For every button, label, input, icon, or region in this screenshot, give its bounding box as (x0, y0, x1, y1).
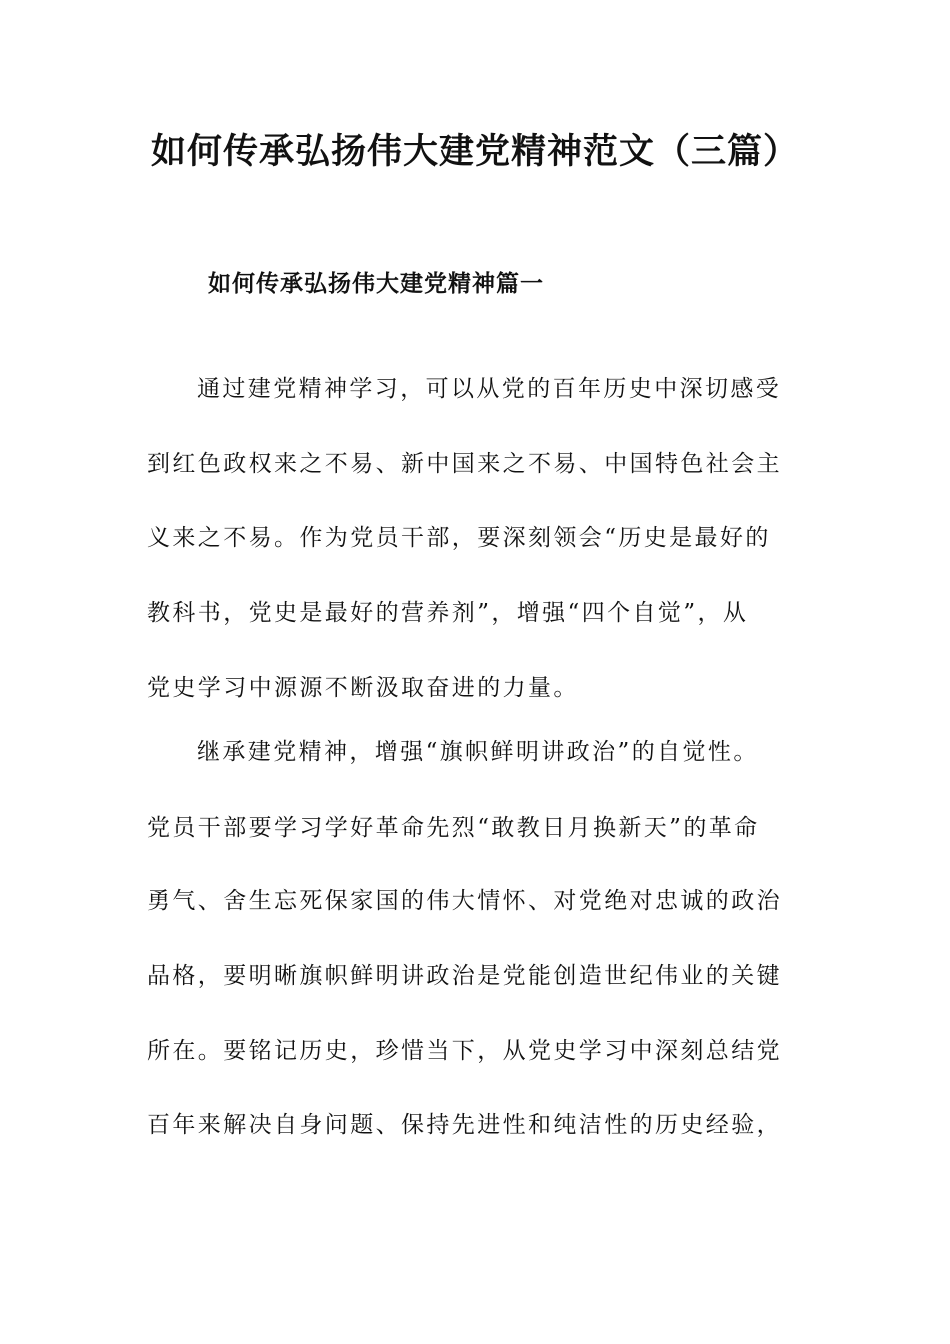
paragraph-line: 党员干部要学习学好革命先烈“敢教日月换新天”的革命 (147, 815, 760, 841)
paragraph-line: 义来之不易。作为党员干部，要深刻领会“历史是最好的 (147, 525, 771, 551)
paragraph-line: 教科书，党史是最好的营养剂”，增强“四个自觉”，从 (147, 600, 749, 626)
document-title: 如何传承弘扬伟大建党精神范文（三篇） (150, 131, 799, 172)
paragraph-line: 到红色政权来之不易、新中国来之不易、中国特色社会主 (147, 451, 782, 477)
section-heading: 如何传承弘扬伟大建党精神篇一 (208, 270, 544, 297)
paragraph-line: 勇气、舍生忘死保家国的伟大情怀、对党绝对忠诚的政治 (147, 888, 782, 914)
paragraph-line: 所在。要铭记历史，珍惜当下，从党史学习中深刻总结党 (147, 1038, 782, 1064)
paragraph-line: 党史学习中源源不断汲取奋进的力量。 (147, 675, 579, 701)
paragraph-line: 继承建党精神，增强“旗帜鲜明讲政治”的自觉性。 (197, 739, 759, 765)
paragraph-line: 百年来解决自身问题、保持先进性和纯洁性的历史经验， (147, 1112, 782, 1138)
paragraph-line: 品格，要明晰旗帜鲜明讲政治是党能创造世纪伟业的关键 (147, 963, 782, 989)
paragraph-line: 通过建党精神学习，可以从党的百年历史中深切感受 (197, 376, 782, 402)
